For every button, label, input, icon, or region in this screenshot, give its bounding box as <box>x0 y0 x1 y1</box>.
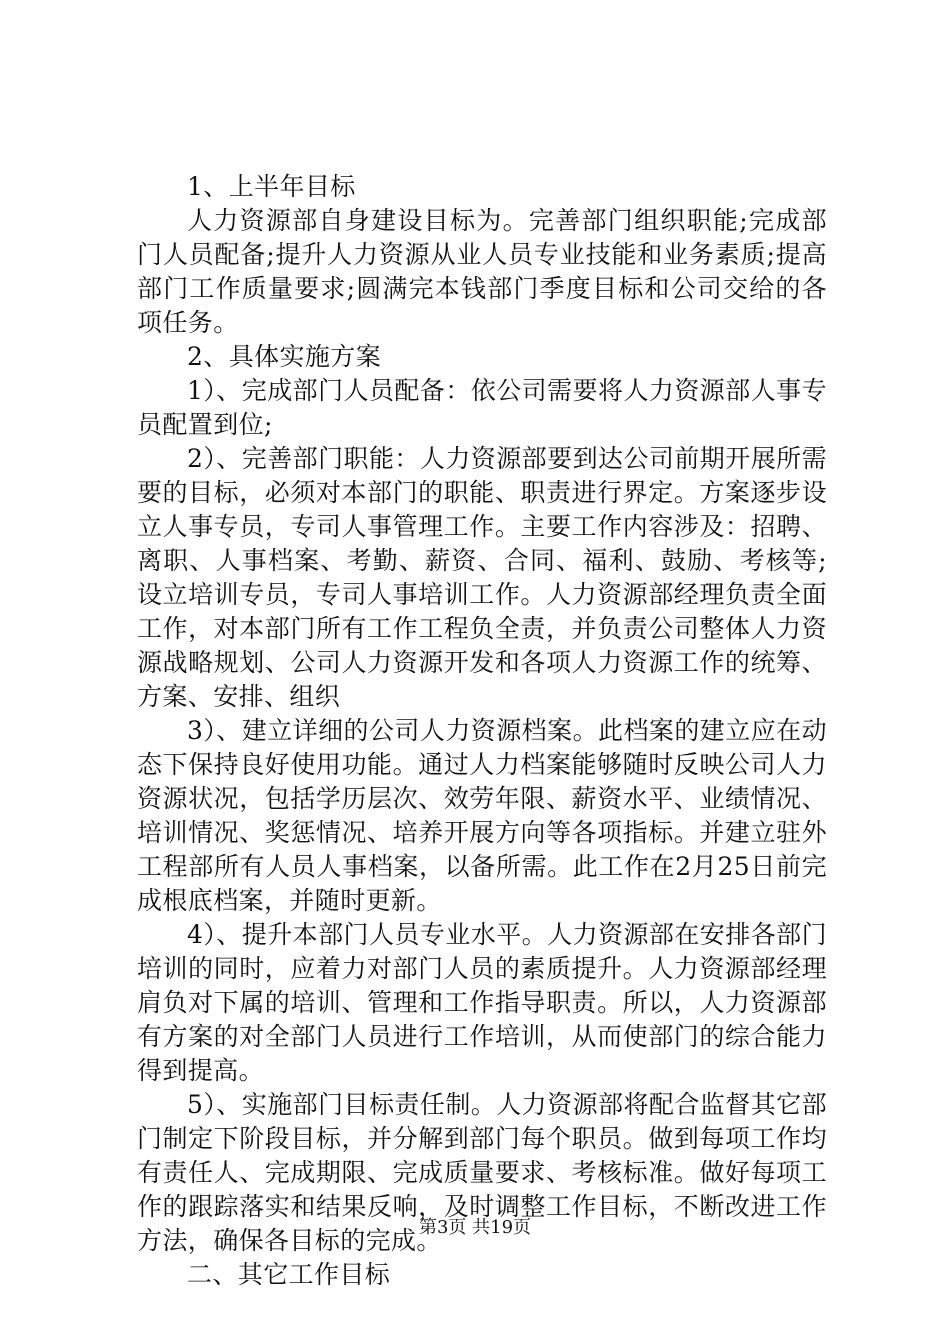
page-footer: 第3页 共19页 <box>418 1217 532 1238</box>
paragraph-professional-level: 4）、提升本部门人员专业水平。人力资源部在安排各部门培训的同时，应着力对部门人员的素质提升。人力资源部经理肩负对下属的培训、管理和工作指导职责。所以，人力资源部有方案的对全部门人员进行工作培训，从而使部门的综合能力得到提高。 <box>137 920 827 1085</box>
paragraph-target-responsibility: 5）、实施部门目标责任制。人力资源部将配合监督其它部门制定下阶段目标，并分解到部门每个职员。做到每项工作均有责任人、完成期限、完成质量要求、考核标准。做好每项工作的跟踪落实和结果反响，及时调整工作目标，不断改进工作方法，确保各目标的完成。 <box>137 1090 827 1255</box>
section-heading-other-goals: 二、其它工作目标 <box>187 1260 391 1289</box>
section-heading-implementation-plan: 2、具体实施方案 <box>187 342 382 371</box>
paragraph-staffing: 1）、完成部门人员配备：依公司需要将人力资源部人事专员配置到位; <box>137 376 827 439</box>
document-body <box>137 170 827 1292</box>
section-heading-first-half-goals: 1、上半年目标 <box>187 172 356 201</box>
paragraph-department-functions: 2）、完善部门职能：人力资源部要到达公司前期开展所需要的目标，必须对本部门的职能、职责进行界定。方案逐步设立人事专员，专司人事管理工作。主要工作内容涉及：招聘、离职、人事档案、考勤、薪资、合同、福利、鼓励、考核等;设立培训专员，专司人事培训工作。人力资源部经理负责全面工作，对本部门所有工作工程负全责，并负责公司整体人力资源战略规划、公司人力资源开发和各项人力资源工作的统筹、方案、安排、组织 <box>137 444 827 711</box>
paragraph-self-building-goals: 人力资源部自身建设目标为。完善部门组织职能;完成部门人员配备;提升人力资源从业人员专业技能和业务素质;提高部门工作质量要求;圆满完本钱部门季度目标和公司交给的各项任务。 <box>137 206 827 337</box>
paragraph-hr-archives: 3）、建立详细的公司人力资源档案。此档案的建立应在动态下保持良好使用功能。通过人力档案能够随时反映公司人力资源状况，包括学历层次、效劳年限、薪资水平、业绩情况、培训情况、奖惩情况、培养开展方向等各项指标。并建立驻外工程部所有人员人事档案，以备所需。此工作在2月25日前完成根底档案，并随时更新。 <box>137 716 827 915</box>
